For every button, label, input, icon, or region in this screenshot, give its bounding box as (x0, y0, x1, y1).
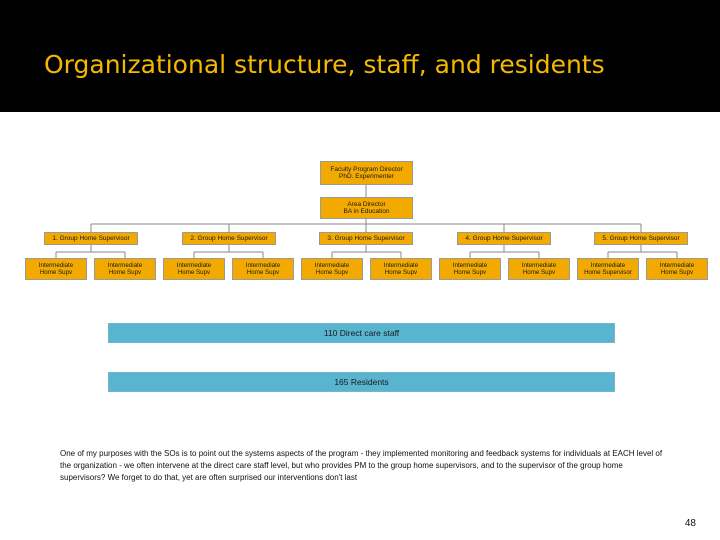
supervisor-label: 4. Group Home Supervisor (465, 234, 543, 242)
area-director-degree: BA in Education (343, 208, 390, 215)
director-box (320, 161, 413, 185)
area-director-box (320, 197, 413, 219)
supervisor-box-5 (594, 232, 688, 245)
supervisor-label: 2. Group Home Supervisor (190, 234, 268, 242)
intermediate-label: Intermediate (383, 261, 419, 269)
slide-note: One of my purposes with the SOs is to point out the systems aspects of the program - they implemented monitoring and feedback systems for individuals at EACH level of the organization - we often intervene at the direct care staff level, but who provides PM to the group home supervisors, and to the supervisor of the group home supervisors? We forget to do that, yet are often surprised our interventions don't last (60, 449, 663, 482)
direct-care-staff-bar: 110 Direct care staff (108, 323, 615, 343)
slide-title: Organizational structure, staff, and residents (44, 50, 605, 79)
intermediate-label: Intermediate (659, 261, 695, 269)
intermediate-role: Home Supv (522, 269, 556, 276)
intermediate-label: Intermediate (590, 261, 626, 269)
intermediate-supervisor-box (301, 258, 363, 280)
intermediate-supervisor-box (508, 258, 570, 280)
intermediate-label: Intermediate (38, 261, 74, 269)
director-degree: PhD. Experimenter (339, 173, 394, 180)
director-title: Faculty Program Director (330, 165, 403, 173)
intermediate-supervisor-box (577, 258, 639, 280)
intermediate-supervisor-box (370, 258, 432, 280)
page-number: 48 (684, 518, 696, 529)
supervisor-label: 1. Group Home Supervisor (52, 234, 130, 242)
supervisor-label: 3. Group Home Supervisor (327, 234, 405, 242)
intermediate-supervisor-box (439, 258, 501, 280)
intermediate-supervisor-box (163, 258, 225, 280)
intermediate-role: Home Supv (246, 269, 280, 276)
intermediate-supervisor-box (25, 258, 87, 280)
supervisor-label: 5. Group Home Supervisor (602, 234, 680, 242)
intermediate-role: Home Supv (384, 269, 418, 276)
supervisor-box-1 (44, 232, 138, 245)
intermediate-label: Intermediate (452, 261, 488, 269)
intermediate-role: Home Supv (39, 269, 73, 276)
intermediate-supervisor-box (232, 258, 294, 280)
intermediate-role: Home Supv (108, 269, 142, 276)
intermediate-label: Intermediate (176, 261, 212, 269)
intermediate-role: Home Supervisor (584, 269, 632, 276)
intermediate-role: Home Supv (315, 269, 349, 276)
intermediate-role: Home Supv (177, 269, 211, 276)
intermediate-label: Intermediate (521, 261, 557, 269)
supervisor-box-3 (319, 232, 413, 245)
intermediate-label: Intermediate (245, 261, 281, 269)
intermediate-supervisor-box (646, 258, 708, 280)
area-director-title: Area Director (347, 200, 386, 208)
supervisor-box-2 (182, 232, 276, 245)
intermediate-label: Intermediate (107, 261, 143, 269)
supervisor-box-4 (457, 232, 551, 245)
intermediate-role: Home Supv (660, 269, 694, 276)
intermediate-role: Home Supv (453, 269, 487, 276)
intermediate-label: Intermediate (314, 261, 350, 269)
residents-bar: 165 Residents (108, 372, 615, 392)
intermediate-supervisor-box (94, 258, 156, 280)
